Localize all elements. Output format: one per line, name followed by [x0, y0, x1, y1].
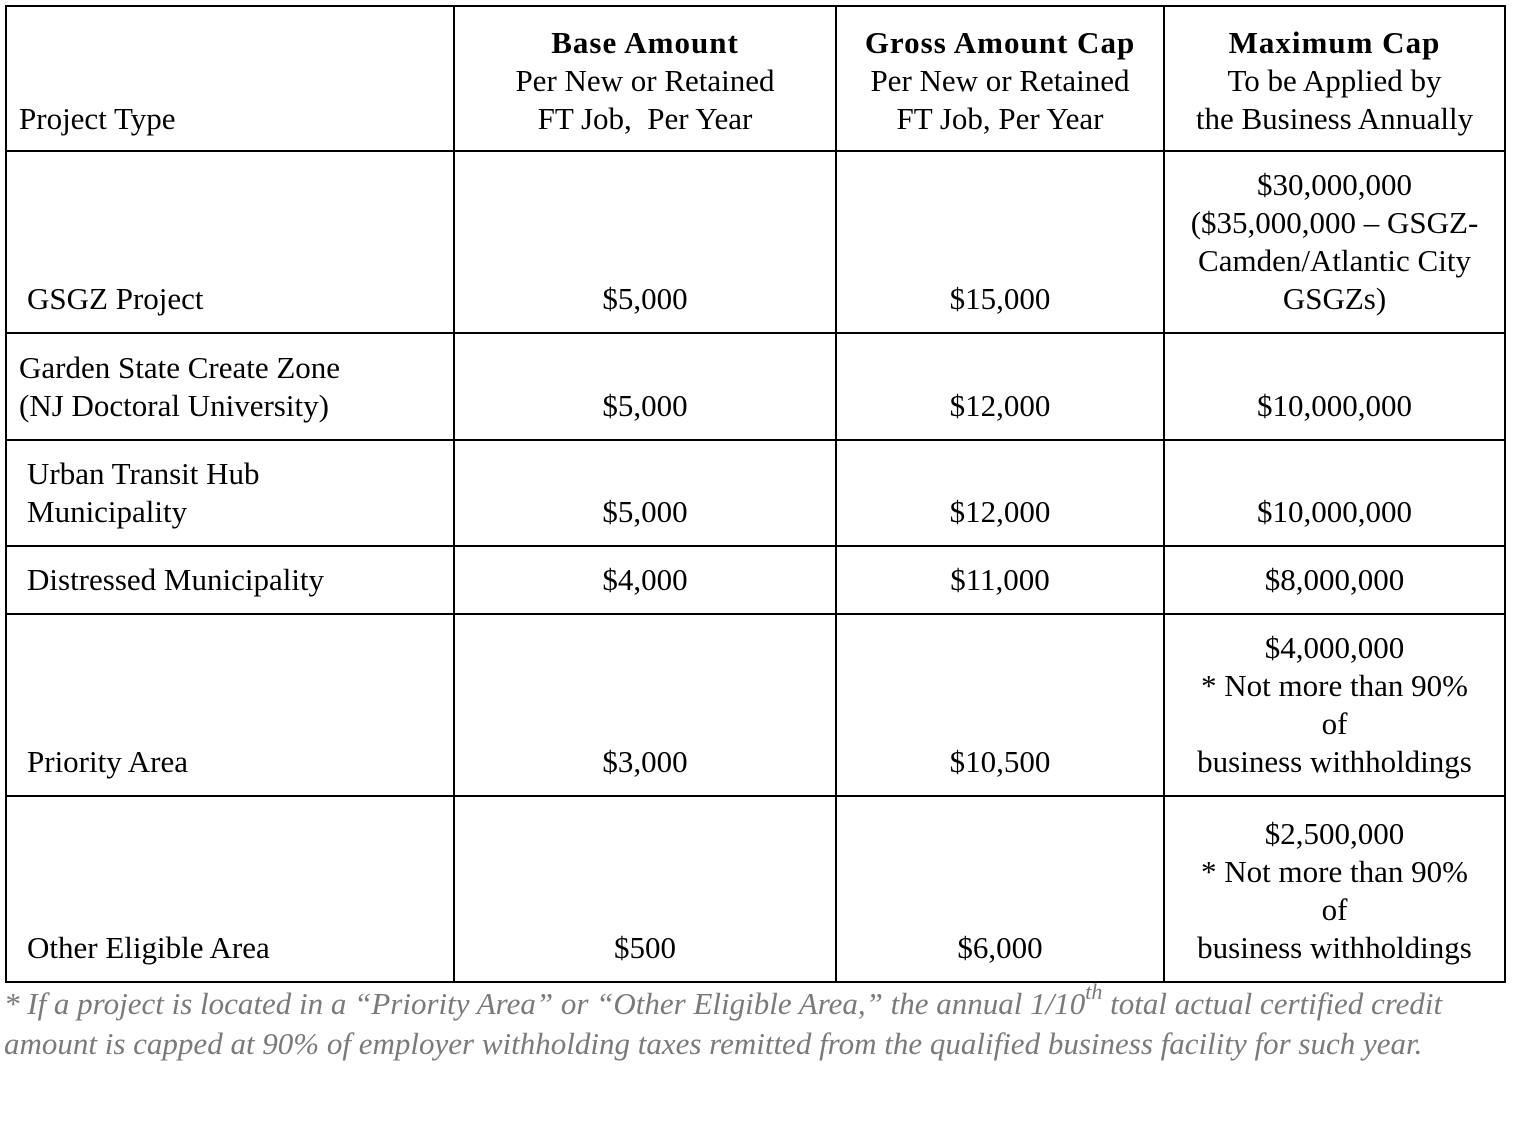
project-type-text: Distressed Municipality	[27, 562, 325, 597]
maximum-cap-line: $10,000,000	[1257, 494, 1412, 529]
maximum-cap-cell	[1164, 546, 1505, 614]
project-type-text: (NJ Doctoral University)	[19, 388, 329, 423]
base-amount-cell: $500	[454, 796, 836, 982]
header-gross-amount-cap-line1: Per New or Retained	[870, 63, 1130, 98]
footnote-text-part1: * If a project is located in a “Priority Area” or “Other Eligible Area,” the annual 1/10	[4, 986, 1086, 1021]
header-gross-amount-cap-line2: FT Job, Per Year	[896, 101, 1104, 136]
maximum-cap-line: of	[1321, 706, 1348, 741]
project-type-text: Other Eligible Area	[27, 930, 270, 965]
header-gross-amount-cap	[836, 6, 1164, 151]
project-type-cell	[6, 440, 454, 546]
table-row	[6, 151, 1505, 333]
header-project-type: Project Type	[6, 6, 454, 151]
maximum-cap-cell	[1164, 333, 1505, 440]
header-maximum-cap	[1164, 6, 1505, 151]
base-amount-cell: $4,000	[454, 546, 836, 614]
maximum-cap-cell	[1164, 440, 1505, 546]
project-type-cell	[6, 614, 454, 796]
project-type-text: Municipality	[27, 494, 188, 529]
project-type-text: Garden State Create Zone	[19, 350, 341, 385]
project-type-cell	[6, 796, 454, 982]
project-type-cell	[6, 151, 454, 333]
maximum-cap-cell	[1164, 151, 1505, 333]
incentive-table	[5, 5, 1506, 983]
footnote-text-part2: total actual certified credit amount is capped at 90% of employer withholding taxes remitted from the qualified business facility for such year.	[4, 986, 1443, 1061]
table-row	[6, 333, 1505, 440]
gross-amount-cap-cell: $6,000	[836, 796, 1164, 982]
maximum-cap-line: Camden/Atlantic City	[1198, 243, 1471, 278]
project-type-text: GSGZ Project	[27, 281, 204, 316]
project-type-cell	[6, 546, 454, 614]
table-row	[6, 546, 1505, 614]
base-amount-cell: $5,000	[454, 440, 836, 546]
maximum-cap-line: * Not more than 90%	[1201, 854, 1468, 889]
table-row	[6, 614, 1505, 796]
maximum-cap-line: $10,000,000	[1257, 388, 1412, 423]
header-base-amount-line1: Per New or Retained	[515, 63, 775, 98]
maximum-cap-line: of	[1321, 892, 1348, 927]
maximum-cap-line: ($35,000,000 – GSGZ-	[1190, 205, 1479, 240]
table-header-row	[6, 6, 1505, 151]
header-maximum-cap-line2: the Business Annually	[1195, 101, 1474, 136]
table-row	[6, 796, 1505, 982]
gross-amount-cap-cell: $12,000	[836, 333, 1164, 440]
maximum-cap-cell	[1164, 614, 1505, 796]
gross-amount-cap-cell: $10,500	[836, 614, 1164, 796]
header-maximum-cap-line1: To be Applied by	[1227, 63, 1442, 98]
maximum-cap-line: $2,500,000	[1264, 816, 1405, 851]
maximum-cap-line: $8,000,000	[1264, 562, 1405, 597]
maximum-cap-line: * Not more than 90%	[1201, 668, 1468, 703]
header-base-amount	[454, 6, 836, 151]
project-type-cell	[6, 333, 454, 440]
table-row	[6, 440, 1505, 546]
maximum-cap-line: business withholdings	[1197, 930, 1472, 965]
header-maximum-cap-title: Maximum Cap	[1228, 25, 1441, 60]
header-base-amount-line2: FT Job, Per Year	[537, 101, 753, 136]
base-amount-cell: $5,000	[454, 151, 836, 333]
maximum-cap-line: $30,000,000	[1257, 167, 1412, 202]
base-amount-cell: $5,000	[454, 333, 836, 440]
maximum-cap-line: $4,000,000	[1264, 630, 1405, 665]
table-footnote	[4, 978, 1484, 1064]
maximum-cap-cell	[1164, 796, 1505, 982]
header-gross-amount-cap-title: Gross Amount Cap	[864, 25, 1136, 60]
footnote-superscript: th	[1085, 978, 1103, 1004]
gross-amount-cap-cell: $11,000	[836, 546, 1164, 614]
base-amount-cell: $3,000	[454, 614, 836, 796]
header-base-amount-title: Base Amount	[551, 25, 739, 60]
project-type-text: Priority Area	[27, 744, 188, 779]
maximum-cap-line: business withholdings	[1197, 744, 1472, 779]
gross-amount-cap-cell: $12,000	[836, 440, 1164, 546]
maximum-cap-line: GSGZs)	[1282, 281, 1387, 316]
project-type-text: Urban Transit Hub	[27, 456, 260, 491]
gross-amount-cap-cell: $15,000	[836, 151, 1164, 333]
